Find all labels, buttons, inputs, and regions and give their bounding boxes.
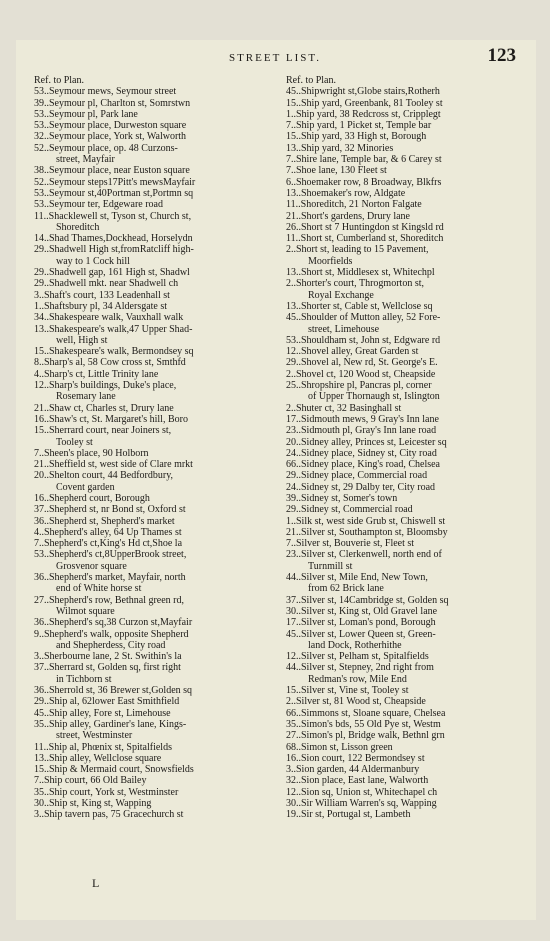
entry-line: 17..Silver st, Loman's pond, Borough	[286, 617, 436, 629]
entry-line: 15..Sherrard court, near Joiners st,	[34, 425, 172, 437]
entry-continuation: street, Limehouse	[308, 323, 380, 335]
street-entry	[34, 787, 274, 798]
street-entry	[286, 719, 522, 730]
entry-line: 8..Sharp's al, 58 Cow cross st, Smthfd	[34, 357, 186, 369]
entry-line: 7..Ship court, 66 Old Bailey	[34, 775, 147, 787]
street-entry	[286, 764, 522, 775]
entry-line: 2..Silver st, 81 Wood st, Cheapside	[286, 696, 426, 708]
entry-line: 17..Sidmouth mews, 9 Gray's Inn lane	[286, 413, 439, 425]
right-column	[286, 75, 522, 821]
street-entry	[34, 369, 274, 380]
entry-line: 11..Shoreditch, 21 Norton Falgate	[286, 199, 422, 211]
street-entry	[34, 120, 274, 131]
street-entry	[286, 775, 522, 786]
street-entry	[34, 357, 274, 368]
entry-continuation: of Upper Thornaugh st, Islington	[308, 391, 440, 403]
street-entry	[34, 448, 274, 459]
street-entry	[286, 86, 522, 97]
street-entry	[34, 527, 274, 538]
entry-line: 16..Shaw's ct, St. Margaret's hill, Boro	[34, 413, 188, 425]
entry-line: 15..Shakespeare's walk, Bermondsey sq	[34, 346, 194, 358]
street-entry	[286, 798, 522, 809]
entry-continuation: way to 1 Cock hill	[56, 255, 130, 267]
street-entry	[34, 98, 274, 109]
street-entry	[286, 437, 522, 448]
entry-line: 12..Shovel alley, Great Garden st	[286, 346, 419, 358]
street-entry	[34, 572, 274, 595]
street-entry	[34, 278, 274, 289]
street-entry	[34, 595, 274, 618]
street-entry	[34, 753, 274, 764]
entry-line: 1..Shaftsbury pl, 34 Aldersgate st	[34, 300, 168, 312]
entry-line: 26..Short st 7 Huntingdon st Kingsld rd	[286, 221, 444, 233]
street-entry	[34, 617, 274, 628]
street-entry	[34, 425, 274, 448]
entry-continuation: in Tichborn st	[56, 673, 112, 685]
entry-line: 7..Shoe lane, 130 Fleet st	[286, 165, 387, 177]
entry-line: 53..Shepherd's ct,8UpperBrook street,	[34, 549, 187, 561]
entry-line: 12..Sion sq, Union st, Whitechapel ch	[286, 786, 438, 798]
entry-line: 29..Shadwell mkt. near Shadwell ch	[34, 278, 179, 290]
entry-line: 7..Shepherd's ct,King's Hd ct,Shoe la	[34, 538, 183, 550]
street-entry	[34, 470, 274, 493]
street-entry	[34, 809, 274, 820]
street-entry	[286, 651, 522, 662]
entry-line: 24..Sidney st, 29 Dalby ter, City road	[286, 481, 436, 493]
street-entry	[34, 290, 274, 301]
entry-line: 45..Shipwright st,Globe stairs,Rotherh	[286, 86, 440, 98]
street-entry	[286, 685, 522, 696]
entry-line: 30..Sir William Warren's sq, Wapping	[286, 798, 437, 809]
entry-line: 30..Ship st, King st, Wapping	[34, 798, 152, 809]
entry-continuation: Covent garden	[56, 481, 115, 493]
entry-continuation: Rosemary lane	[56, 391, 116, 403]
entry-line: 53..Seymour ter, Edgeware road	[34, 199, 163, 211]
street-entry	[286, 312, 522, 335]
street-entry	[34, 651, 274, 662]
entry-line: 12..Silver st, Pelham st, Spitalfields	[286, 651, 429, 663]
street-entry	[286, 527, 522, 538]
entry-line: 13..Shoemaker's row, Aldgate	[286, 187, 406, 199]
entry-line: 27..Shepherd's row, Bethnal green rd,	[34, 594, 185, 606]
street-entry	[286, 459, 522, 470]
entry-line: 37..Silver st, 14Cambridge st, Golden sq	[286, 594, 449, 606]
entry-continuation: land Dock, Rotherhithe	[308, 639, 402, 651]
entry-continuation: street, Westminster	[56, 730, 133, 742]
entry-line: 7..Silver st, Bouverie st, Fleet st	[286, 538, 415, 550]
street-entry	[286, 177, 522, 188]
column-heading: Ref. to Plan.	[286, 75, 336, 86]
entry-line: 29..Shadwell High st,fromRatcliff high-	[34, 244, 194, 256]
entry-line: 36..Shepherd's market, Mayfair, north	[34, 572, 186, 584]
street-entry	[34, 86, 274, 97]
entry-line: 35..Ship alley, Gardiner's lane, Kings-	[34, 718, 187, 730]
street-entry	[286, 572, 522, 595]
entry-line: 52..Seymour steps17Pitt's mewsMayfair	[34, 176, 196, 188]
street-entry	[34, 538, 274, 549]
street-entry	[286, 109, 522, 120]
entry-line: 30..Silver st, King st, Old Gravel lane	[286, 605, 438, 617]
entry-line: 66..Sidney place, King's road, Chelsea	[286, 459, 440, 471]
street-entry	[34, 516, 274, 527]
entry-line: 29..Sidney st, Commercial road	[286, 504, 413, 516]
street-entry	[34, 493, 274, 504]
entry-line: 19..Sir st, Portugal st, Lambeth	[286, 809, 411, 821]
entry-line: 3..Sion garden, 44 Aldermanbury	[286, 764, 420, 776]
entry-line: 68..Simon st, Lisson green	[286, 741, 393, 753]
entry-line: 7..Shire lane, Temple bar, & 6 Carey st	[286, 154, 442, 166]
street-entry	[286, 493, 522, 504]
street-entry	[286, 154, 522, 165]
street-entry	[34, 177, 274, 188]
street-entry	[286, 549, 522, 572]
street-entry	[286, 267, 522, 278]
street-entry	[286, 787, 522, 798]
street-entry	[286, 753, 522, 764]
entry-line: 15..Ship & Mermaid court, Snowsfields	[34, 764, 194, 776]
street-entry	[286, 335, 522, 346]
street-entry	[286, 143, 522, 154]
entry-line: 35..Simon's bds, 55 Old Pye st, Westm	[286, 718, 441, 730]
street-entry	[286, 369, 522, 380]
street-entry	[34, 312, 274, 323]
entry-line: 16..Shepherd court, Borough	[34, 492, 150, 504]
street-entry	[34, 403, 274, 414]
entry-line: 20..Sidney alley, Princes st, Leicester sq	[286, 436, 447, 448]
entry-line: 13..Short st, Middlesex st, Whitechpl	[286, 267, 435, 279]
street-entry	[286, 346, 522, 357]
street-entry	[286, 809, 522, 820]
entry-line: 44..Silver st, Stepney, 2nd right from	[286, 662, 434, 674]
entry-line: 9..Shepherd's walk, opposite Shepherd	[34, 628, 189, 640]
entry-line: 32..Seymour place, York st, Walworth	[34, 131, 187, 143]
street-entry	[286, 301, 522, 312]
street-entry	[286, 606, 522, 617]
entry-continuation: well, High st	[56, 334, 108, 346]
street-entry	[34, 211, 274, 234]
street-entry	[286, 617, 522, 628]
entry-line: 45..Shoulder of Mutton alley, 52 Fore-	[286, 312, 441, 324]
entry-continuation: Turnmill st	[308, 560, 353, 572]
entry-line: 36..Shepherd st, Shepherd's market	[34, 515, 175, 527]
left-column	[34, 75, 274, 821]
entry-line: 13..Ship yard, 32 Minories	[286, 142, 394, 154]
street-entry	[286, 414, 522, 425]
street-entry	[286, 730, 522, 741]
entry-line: 35..Ship court, York st, Westminster	[34, 786, 179, 798]
street-entry	[286, 538, 522, 549]
entry-line: 29..Shadwell gap, 161 High st, Shadwl	[34, 267, 190, 279]
entry-line: 44..Silver st, Mile End, New Town,	[286, 572, 428, 584]
street-entry	[286, 403, 522, 414]
entry-line: 15..Ship yard, 33 High st, Borough	[286, 131, 427, 143]
entry-line: 37..Sherrard st, Golden sq, first right	[34, 662, 181, 674]
street-entry	[34, 267, 274, 278]
street-entry	[286, 629, 522, 652]
entry-line: 36..Shepherd's sq,38 Curzon st,Mayfair	[34, 617, 193, 629]
entry-continuation: Tooley st	[56, 436, 93, 448]
entry-line: 53..Shouldham st, John st, Edgware rd	[286, 334, 441, 346]
street-entry	[286, 595, 522, 606]
entry-line: 2..Shuter ct, 32 Basinghall st	[286, 402, 402, 414]
street-entry	[34, 629, 274, 652]
entry-line: 13..Shorter st, Cable st, Wellclose sq	[286, 300, 433, 312]
street-entry	[286, 222, 522, 233]
entry-line: 27..Simon's pl, Bridge walk, Bethnl grn	[286, 730, 445, 742]
street-entry	[34, 199, 274, 210]
entry-line: 32..Sion place, East lane, Walworth	[286, 775, 429, 787]
entry-line: 6..Shoemaker row, 8 Broadway, Blkfrs	[286, 176, 442, 188]
street-entry	[34, 662, 274, 685]
entry-line: 1..Ship yard, 38 Redcross st, Cripplegt	[286, 108, 441, 120]
page-header	[0, 45, 550, 70]
entry-continuation: Grosvenor square	[56, 560, 127, 572]
street-entry	[286, 120, 522, 131]
street-entry	[34, 549, 274, 572]
street-entry	[34, 165, 274, 176]
entry-line: 12..Sharp's buildings, Duke's place,	[34, 380, 177, 392]
street-entry	[286, 470, 522, 481]
entry-line: 13..Shakespeare's walk,47 Upper Shad-	[34, 323, 193, 335]
entry-continuation: Royal Exchange	[308, 289, 374, 301]
entry-line: 13..Ship alley, Wellclose square	[34, 752, 162, 764]
street-entry	[34, 775, 274, 786]
entry-line: 53..Seymour mews, Seymour street	[34, 86, 177, 98]
entry-line: 45..Silver st, Lower Queen st, Green-	[286, 628, 436, 640]
street-entry	[34, 685, 274, 696]
street-entry	[34, 109, 274, 120]
entry-line: 15..Silver st, Vine st, Tooley st	[286, 685, 409, 697]
street-entry	[34, 301, 274, 312]
entry-continuation: Redman's row, Mile End	[308, 673, 407, 685]
street-entry	[286, 244, 522, 267]
street-entry	[286, 211, 522, 222]
street-entry	[286, 662, 522, 685]
street-entry	[286, 380, 522, 403]
street-entry	[286, 708, 522, 719]
street-entry	[286, 504, 522, 515]
entry-line: 52..Seymour place, op. 48 Curzons-	[34, 142, 178, 154]
entry-continuation: Moorfields	[308, 255, 353, 267]
entry-line: 34..Shakespeare walk, Vauxhall walk	[34, 312, 184, 324]
street-entry	[286, 199, 522, 210]
entry-line: 36..Sherrold st, 36 Brewer st,Golden sq	[34, 685, 193, 697]
running-title: STREET LIST.	[228, 52, 322, 64]
entry-line: 16..Sion court, 122 Bermondsey st	[286, 752, 425, 764]
entry-line: 37..Shepherd st, nr Bond st, Oxford st	[34, 504, 186, 516]
entry-line: 21..Short's gardens, Drury lane	[286, 210, 410, 222]
entry-line: 29..Ship al, 62lower East Smithfield	[34, 696, 180, 708]
street-entry	[286, 278, 522, 301]
street-entry	[286, 131, 522, 142]
street-entry	[34, 188, 274, 199]
street-entry	[286, 233, 522, 244]
street-entry	[286, 696, 522, 707]
entry-line: 23..Silver st, Clerkenwell, north end of	[286, 549, 442, 561]
entry-line: 53..Seymour place, Durweston square	[34, 120, 187, 132]
entry-continuation: Wilmot square	[56, 605, 115, 617]
street-entry	[34, 244, 274, 267]
entry-line: 45..Ship alley, Fore st, Limehouse	[34, 707, 171, 719]
entry-line: 29..Shovel al, New rd, St. George's E.	[286, 357, 438, 369]
entry-line: 20..Shelton court, 44 Bedfordbury,	[34, 470, 174, 482]
page-number: 123	[487, 45, 516, 66]
street-entry	[34, 143, 274, 166]
entry-line: 3..Sherbourne lane, 2 St. Swithin's la	[34, 651, 182, 663]
entry-line: 4..Sharp's ct, Little Trinity lane	[34, 368, 159, 380]
entry-continuation: from 62 Brick lane	[308, 583, 384, 595]
entry-line: 11..Short st, Cumberland st, Shoreditch	[286, 233, 444, 245]
entry-line: 3..Ship tavern pas, 75 Gracechurch st	[34, 809, 184, 821]
entry-line: 39..Sidney st, Somer's town	[286, 492, 398, 504]
street-entry	[286, 425, 522, 436]
entry-line: 38..Seymour place, near Euston square	[34, 165, 190, 177]
street-entry	[34, 324, 274, 347]
entry-continuation: end of White horse st	[56, 583, 142, 595]
entry-line: 2..Shovel ct, 120 Wood st, Cheapside	[286, 368, 436, 380]
street-entry	[34, 764, 274, 775]
entry-line: 2..Shorter's court, Throgmorton st,	[286, 278, 424, 290]
street-entry	[286, 742, 522, 753]
entry-line: 11..Ship al, Phœnix st, Spitalfields	[34, 741, 172, 753]
street-entry	[286, 357, 522, 368]
entry-line: 39..Seymour pl, Charlton st, Somrstwn	[34, 97, 191, 109]
entry-line: 3..Shaft's court, 133 Leadenhall st	[34, 289, 170, 301]
street-entry	[34, 696, 274, 707]
entry-line: 21..Sheffield st, west side of Clare mrkt	[34, 459, 193, 471]
entry-continuation: Shoreditch	[56, 221, 100, 233]
entry-line: 53..Seymour st,40Portman st,Portmn sq	[34, 187, 194, 199]
entry-line: 24..Sidney place, Sidney st, City road	[286, 447, 437, 459]
entry-line: 11..Shacklewell st, Tyson st, Church st,	[34, 210, 192, 222]
entry-line: 21..Silver st, Southampton st, Bloomsby	[286, 526, 448, 538]
entry-continuation: and Shepherdess, City road	[56, 639, 166, 651]
entry-line: 25..Shropshire pl, Pancras pl, corner	[286, 380, 432, 392]
street-entry	[34, 459, 274, 470]
street-entry	[286, 98, 522, 109]
entry-line: 21..Shaw ct, Charles st, Drury lane	[34, 402, 174, 414]
street-entry	[34, 708, 274, 719]
entry-line: 29..Sidney place, Commercial road	[286, 470, 428, 482]
street-entry	[286, 482, 522, 493]
street-entry	[286, 516, 522, 527]
signature-mark: L	[92, 876, 100, 890]
street-entry	[286, 188, 522, 199]
entry-line: 4..Shepherd's alley, 64 Up Thames st	[34, 526, 182, 538]
entry-line: 14..Shad Thames,Dockhead, Horselydn	[34, 233, 193, 245]
entry-line: 23..Sidmouth pl, Gray's Inn lane road	[286, 425, 437, 437]
column-heading: Ref. to Plan.	[34, 75, 84, 86]
street-entry	[34, 380, 274, 403]
street-entry	[286, 448, 522, 459]
street-entry	[34, 798, 274, 809]
entry-line: 2..Short st, leading to 15 Pavement,	[286, 244, 429, 256]
street-entry	[34, 233, 274, 244]
street-entry	[34, 131, 274, 142]
entry-line: 53..Seymour pl, Park lane	[34, 108, 138, 120]
street-entry	[34, 504, 274, 515]
street-entry	[34, 414, 274, 425]
entry-line: 66..Simmons st, Sloane square, Chelsea	[286, 707, 446, 719]
entry-line: 15..Ship yard, Greenbank, 81 Tooley st	[286, 97, 443, 109]
street-entry	[34, 346, 274, 357]
entry-line: 7..Sheen's place, 90 Holborn	[34, 447, 149, 459]
entry-line: 7..Ship yard, 1 Picket st, Temple bar	[286, 120, 432, 132]
street-entry	[34, 719, 274, 742]
street-entry	[286, 165, 522, 176]
entry-line: 1..Silk st, west side Grub st, Chiswell st	[286, 515, 446, 527]
entry-continuation: street, Mayfair	[56, 154, 115, 166]
street-entry	[34, 742, 274, 753]
